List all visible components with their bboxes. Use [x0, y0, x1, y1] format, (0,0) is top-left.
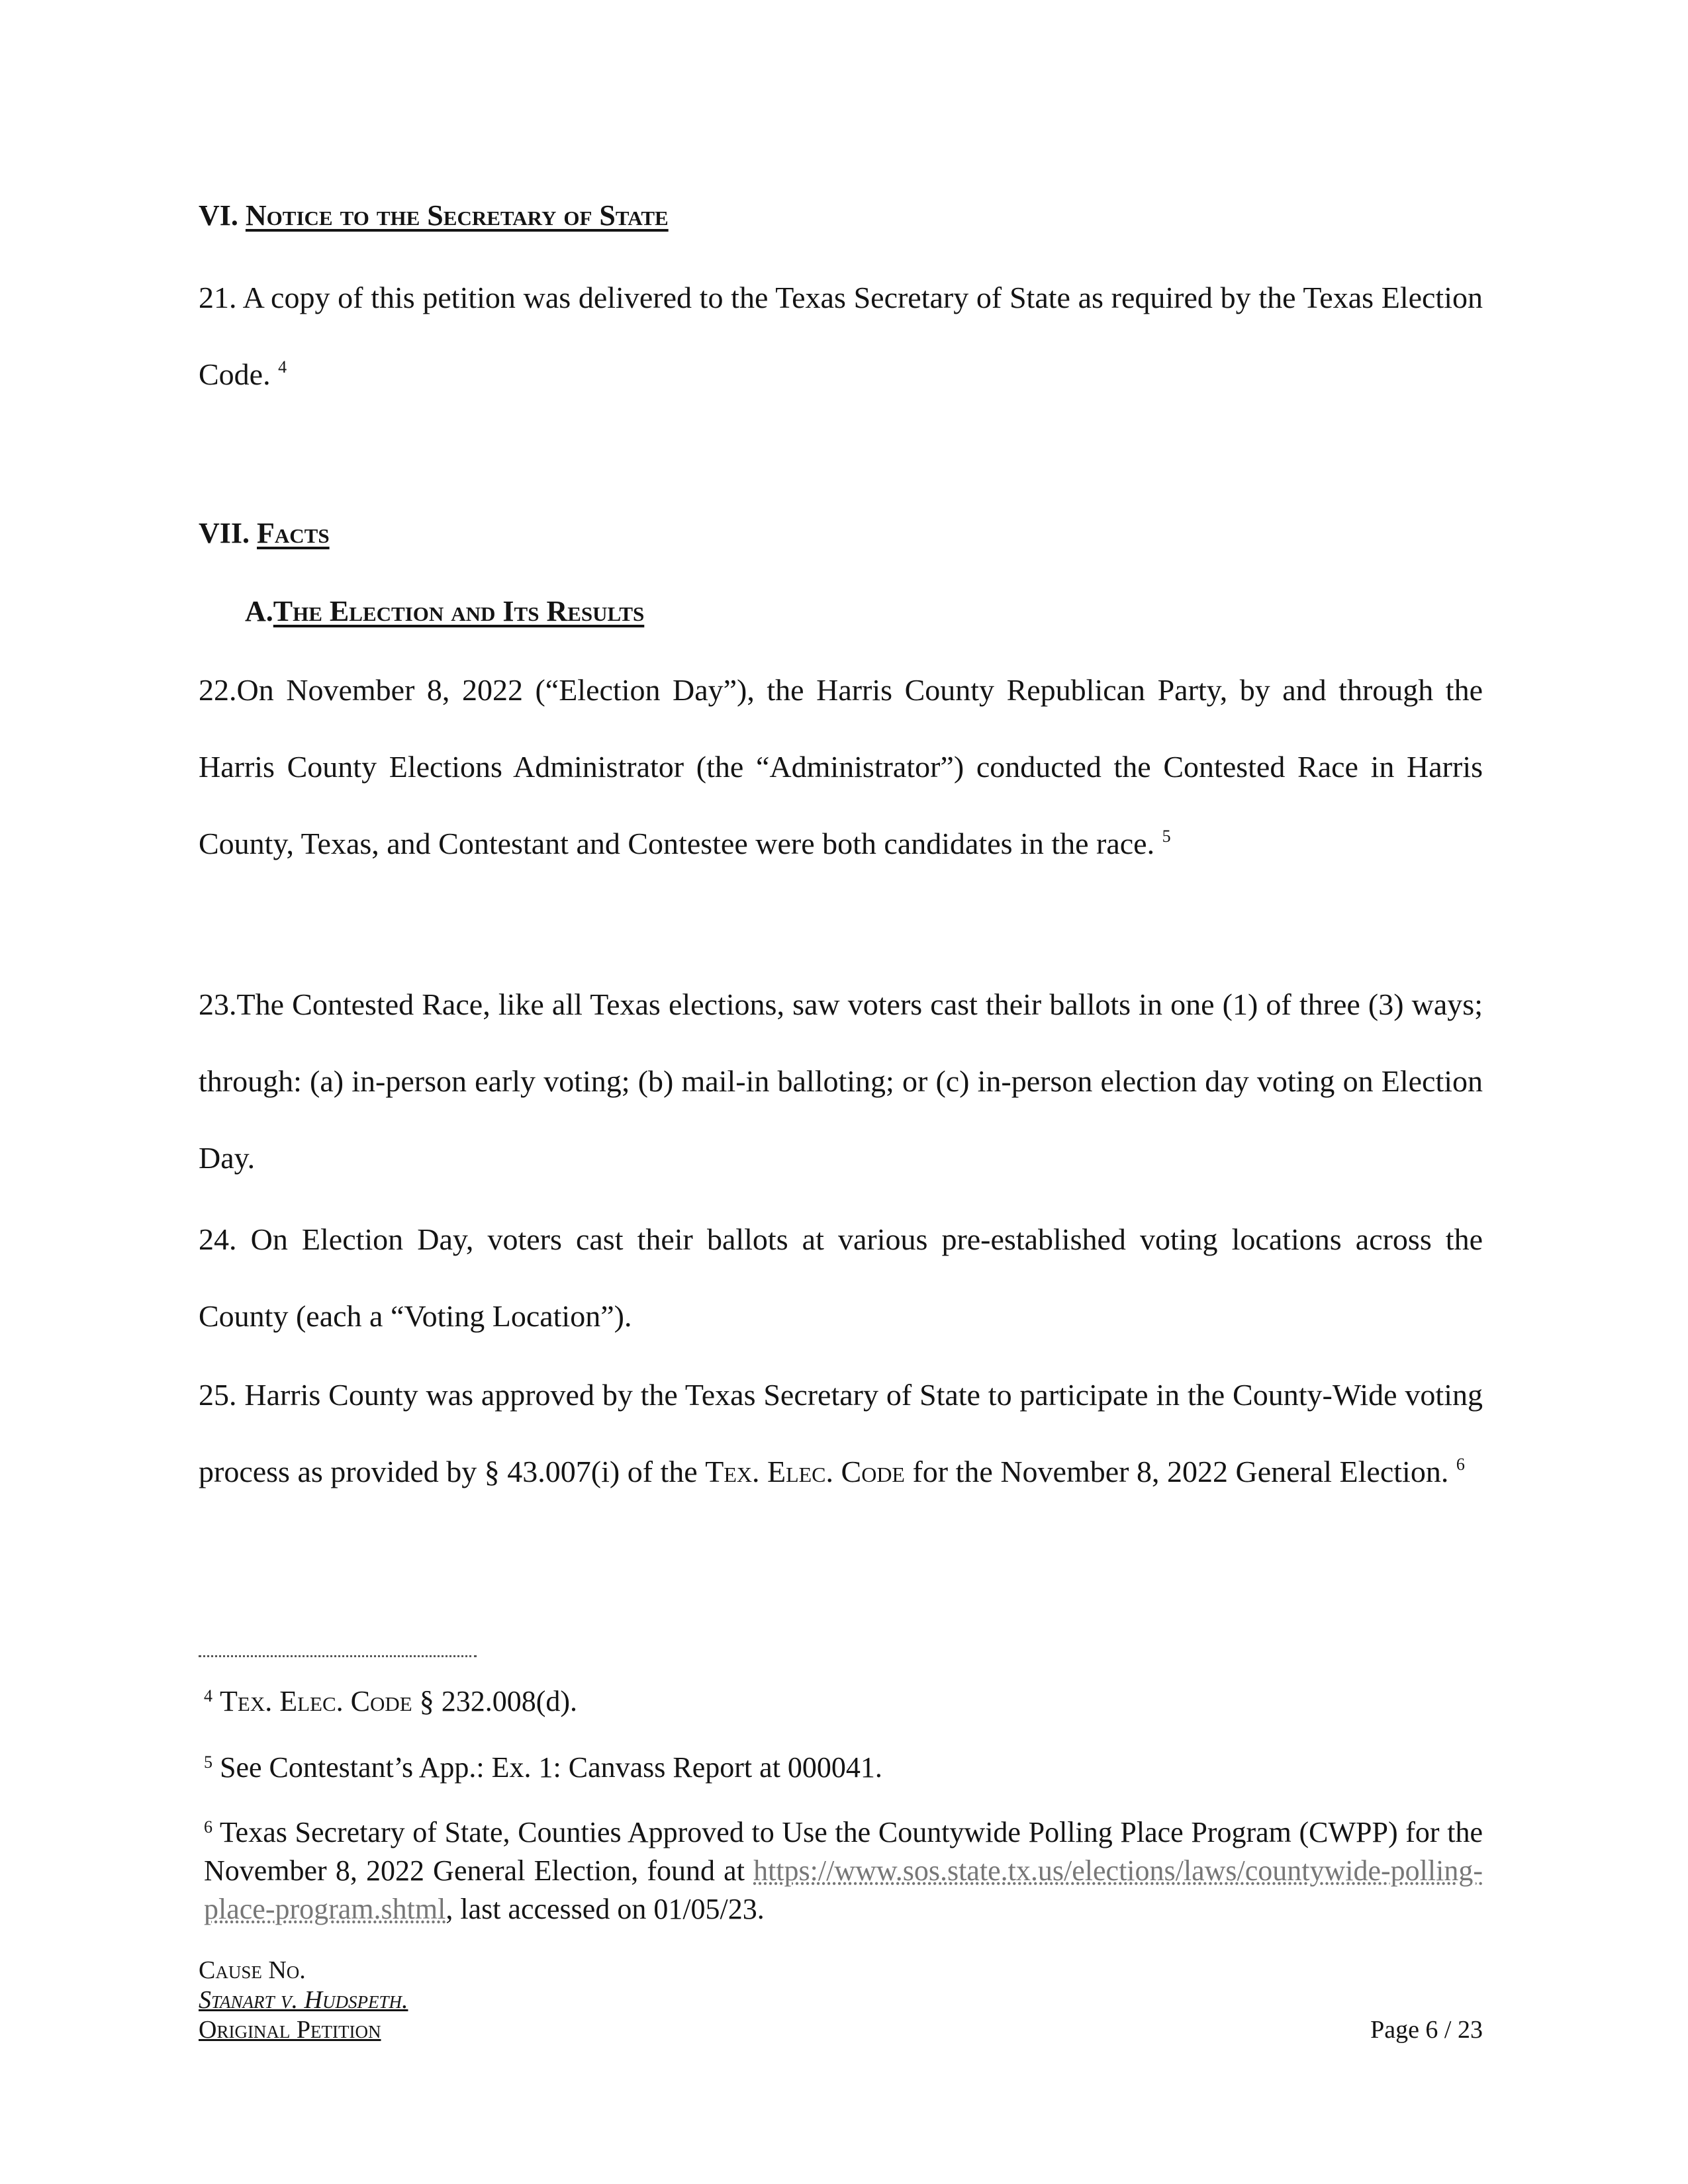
footnote-4-code: Tex. Elec. Code: [220, 1685, 412, 1717]
paragraph-23-number: 23.: [199, 987, 237, 1021]
footer-cause-number: Cause No.: [199, 1956, 306, 1984]
footnote-5-marker: 5: [204, 1752, 212, 1772]
section-vii-title: Facts: [257, 517, 330, 549]
footnote-6-link[interactable]: https://www.sos.state.tx.us/elections/laws/countywide-polling-place-program.shtml: [204, 1854, 1483, 1925]
footnote-ref-5[interactable]: 5: [1162, 827, 1171, 846]
section-vi-title: Notice to the Secretary of State: [245, 199, 669, 232]
paragraph-23-text: The Contested Race, like all Texas elections, saw voters cast their ballots in one (1) of three (3) ways; through: (a) in-person early voting; (b) mail-in balloting; or (c) in-person election day voting on Election Day.: [199, 987, 1483, 1175]
paragraph-23: [199, 966, 1483, 1197]
footnote-5: [204, 1749, 1483, 1787]
section-vi-heading: [199, 199, 669, 232]
section-vi-number: VI.: [199, 199, 238, 232]
footer-document-title: Original Petition: [199, 2016, 381, 2044]
subsection-a-number: A.: [245, 595, 273, 627]
footnote-4: [204, 1682, 1483, 1721]
footnote-5-text: See Contestant’s App.: Ex. 1: Canvass Report at 000041.: [220, 1751, 882, 1784]
footnote-6-text: Texas Secretary of State, Counties Approved to Use the Countywide Polling Place Program (CWPP) for the November 8, 2022 General Election, found at: [204, 1816, 1483, 1887]
footnote-4-text: § 232.008(d).: [419, 1685, 577, 1717]
footnote-6: [204, 1813, 1483, 1929]
paragraph-25-text-before: Harris County was approved by the Texas Secretary of State to participate in the County-Wide voting process as provided by § 43.007(i) of the: [199, 1378, 1483, 1488]
paragraph-25-code: Tex. Elec. Code: [705, 1455, 905, 1488]
paragraph-25-text-after: for the November 8, 2022 General Election.: [912, 1455, 1449, 1488]
paragraph-24-number: 24.: [199, 1222, 237, 1256]
paragraph-22-number: 22.: [199, 673, 237, 707]
footnote-4-marker: 4: [204, 1686, 212, 1706]
paragraph-24: [199, 1201, 1483, 1355]
subsection-a-heading: [245, 594, 644, 628]
paragraph-21-number: 21.: [199, 281, 237, 314]
footnote-ref-4[interactable]: 4: [278, 357, 287, 377]
paragraph-25: [199, 1357, 1483, 1510]
section-vii-number: VII.: [199, 517, 250, 549]
paragraph-22: [199, 652, 1483, 882]
footnote-6-marker: 6: [204, 1817, 212, 1837]
paragraph-21: [199, 259, 1483, 413]
page-number: Page 6 / 23: [1370, 2016, 1483, 2044]
paragraph-22-text: On November 8, 2022 (“Election Day”), the Harris County Republican Party, by and through the Harris County Elections Administrator (the “Administrator”) conducted the Contested Race in Harris County, Texas, and Contestant and Contestee were both candidates in the race.: [199, 673, 1483, 860]
paragraph-21-text: A copy of this petition was delivered to the Texas Secretary of State as required by the Texas Election Code.: [199, 281, 1483, 391]
footnote-separator: [199, 1655, 477, 1657]
footnote-ref-6[interactable]: 6: [1456, 1455, 1465, 1474]
paragraph-25-number: 25.: [199, 1378, 237, 1412]
footnote-6-text-after: , last accessed on 01/05/23.: [445, 1893, 765, 1925]
paragraph-24-text: On Election Day, voters cast their ballots at various pre-established voting locations across the County (each a “Voting Location”).: [199, 1222, 1483, 1333]
footer-case-name: Stanart v. Hudspeth.: [199, 1986, 408, 2014]
footer-caption: [199, 1956, 408, 2045]
subsection-a-title: The Election and Its Results: [273, 595, 645, 627]
section-vii-heading: [199, 516, 330, 550]
